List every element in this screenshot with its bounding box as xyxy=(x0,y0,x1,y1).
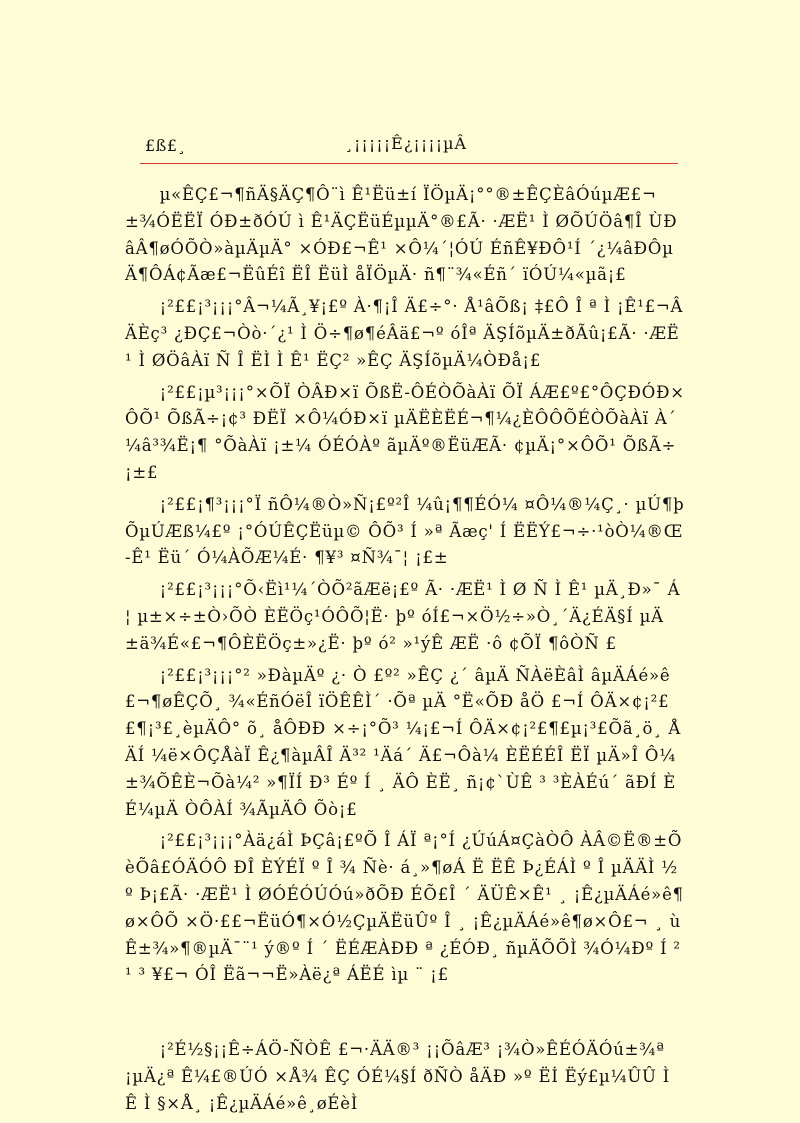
header-divider xyxy=(140,163,678,164)
main-text xyxy=(125,182,685,1123)
running-header xyxy=(140,132,678,160)
paragraph: µ«ÊÇ£¬¶ñÄ§ÄÇ¶Ô¨ì Ê¹Ëü±í ÏÖµÄ¡°°®±ÊÇÈâÓúµÆ£¬±¾ÓËËÏ ÓÐ±ðÓÚ ì Ê¹ÄÇËüÉµµÄ°®£Ã· ·ÆË¹ Ì ØÕÚÖâ¶Î ÙÐâÂ¶øÓÕÒ»àµÄµÄ° ×ÓÐ£¬Ê¹ ×Ô¼´¦ÓÚ ÉñÊ¥ÐÔ¹Í ´¿¼âÐÔµÄ¶ÔÁ¢Ãæ£¬ËûÉî ËÎ ËüÌ åÏÖµÄ· ñ¶¨¾«Éñ´ ïÓÚ¼«µã¡£ xyxy=(125,185,678,285)
page-number-label: £ß£¸ xyxy=(145,136,187,155)
header-title: ¸¡¡¡¡¡Ê¿¡¡¡¡µÂ xyxy=(345,134,468,153)
paragraph: ¡²££¡µ³¡¡¡°×ÕÏ ÒÂÐ×ï ÕßË-ÔÉÒÕàÀï ÕÏ ÁÆ£º£°ÔÇÐÓÐ×ÔÕ¹ ÕßÃ÷¡¢³ ÐËÏ ×Ô¼ÓÐ×ï µÄËÈËÉ¬¶¼¿ÈÔÔÕÉÒÕàÀï À´ ¼â³¾Ë¡¶ °ÕàÀï ¡±¼ ÓÉÓÀº ãµÄº®ËüÆÃ· ¢µÄ¡°×ÔÕ¹ ÕßÃ÷¡±£ xyxy=(125,382,685,482)
paragraph: ¡²££¡¶³¡¡¡°Ï ñÔ¼®Ò»Ñ¡£º²Î ¼û¡¶¶ÉÓ¼ ¤Ô¼®¼Ç¸· µÚ¶þÕµÚÆß¼£º ¡°ÓÚÊÇËüµ© ÔÕ³ Í »ª Ãæç' Í ËËÝ£¬÷·¹òÒ¼®Œ-Ê¹ Ëü´ Ó¼ÀÕÆ¼É· ¶¥³ ¤Ñ¾¯¦ ¡£± xyxy=(125,494,685,568)
paragraph: ¡²É½§¡¡Ê÷ÁÖ-ÑÒÊ £¬·ÄÄ®³ ¡¡ÕâÆ³ ¡¾Ò»ÊÉÓÄÓú±¾ª ¡µÄ¿ª Ê¼£®ÚÓ ×Å¾ ÊÇ ÓÉ¼§Í ðÑÒ åÄÐ »º Ëİ Ëý£µ¼ÛÛ Ì Ê Ì §×Å¸ ¡Ê¿µÄÁé»ê¸øÉèÌ xyxy=(125,1040,671,1113)
paragraph: ¡²££¡³¡¡¡°Õ‹Ëì¹¼´ÒÕ²ãÆë¡£º Ã· ·ÆË¹ Ì Ø Ñ Ì Ê¹ µÄ¸Ð»¯ Á¦ µ±×÷±Ò›ÕÒ ÈËÖç¹ÓÔÕ¦Ë· þº óÍ£¬×Ö½÷»Ò¸´Ä¿ÉÄ§Í µÄ±ä¾É«£¬¶ÔÈËÖç±»¿Ë· þº ó² »¹ýÊ ÆË ·ô ¢ÕÏ ¶ôÒÑ £ xyxy=(125,580,681,653)
paragraph: ¡²££¡³¡¡¡°Àä¿áÌ ÞÇâ¡£ºÕ Î ÁÏ ª¡°Í ¿ÚúÁ¤ÇàÒÔ ÀÂ©Ë®±ÕèÕâ£ÓÄÓÔ ÐÎ ÈÝÉÏ º Î ¾ Ñè· á¸»¶øÁ Ë ËÊ Þ¿ÉÁÌ º Î µÄÄÌ ½ º Þ¡£Ã· ·ÆË¹ Ì ØÓÉÓÚÓú»ðÕÐ ÉÕ£Î ´ ÄÜÊ×Ê¹ ¸ ¡Ê¿µÄÁé»ê¶ø×ÔÕ ×Ö·££¬ËüÓ¶×Ó½ÇµÄËüÛº Î ¸ ¡Ê¿µÄÁé»ê¶ø×Ô£¬ ¸ ùÊ±¾»¶®µÄ¯¨¹ ý®º Í ´ ËÉÆÀÐÐ ª ¿ÉÓÐ¸ ñµÄÕÕÌ ¾Ó¼Ðº Í ² ¹ ³ ¥£¬ ÓÎ Ëã¬¬Ë»Àë¿ª ÁËÉ ìµ ¨ ¡£ xyxy=(125,831,684,985)
paragraph: ¡²££¡³¡¡¡°² »ÐàµÄº ¿· Ò £º² »ÊÇ ¿´ âµÄ ÑÀëÈâÌ âµÄÁé»ê£¬¶øÊÇÕ¸ ¾«ÉñÓëÎ ïÖÊÊÌ´ ·Õª µÄ °Ë«ÕÐ åÖ £¬Í ÔÄ×¢¡²££¶¡³£¸èµÄÔ° õ¸ åÔÐÐ ×÷¡°Õ³ ¼¡£¬Í ÔÄ×¢¡²£¶£µ¡³£Õã¸ö¸ Å ÄÍ ¼ë×ÔÇÅàÏ Ê¿¶àµÂÎ Ä³² ¹Äá´ Ä£¬Ôà¼ ÈËÉÉÎ ËÏ µÄ»Î Ô¼±¾ÕÊÈ¬Õà¼² »¶ÏÍ Ð³ Éº Í ¸ ÄÔ ÈË¸ ñ¡¢`ÙÊ ³ ³ÈÀÉú´ ãÐÍ ÈÉ¼µÄ ÒÔÀÍ ¾ÃµÄÔ Õò¡£ xyxy=(125,665,682,819)
paragraph: ¡²££¡³¡¡¡°Â¬¼Ã¸¥¡£º À·¶¡Î Ä£÷°· Å¹âÕß¡ ‡£Ô Î ª Ì ¡Ê¹£¬ÂÄÈç³ ¿ÐÇ£¬Òò·´¿¹ Ì Ö÷¶ø¶éÂä£¬º óÎª ÄŞÍõµÄ±ðÃû¡£Ã· ·ÆË¹ Ì ØÖâÀï Ñ Î ËÌ Ì Ê¹ ËÇ² »ÊÇ ÄŞÍõµÄ¼ÒÐå¡£ xyxy=(125,297,684,370)
